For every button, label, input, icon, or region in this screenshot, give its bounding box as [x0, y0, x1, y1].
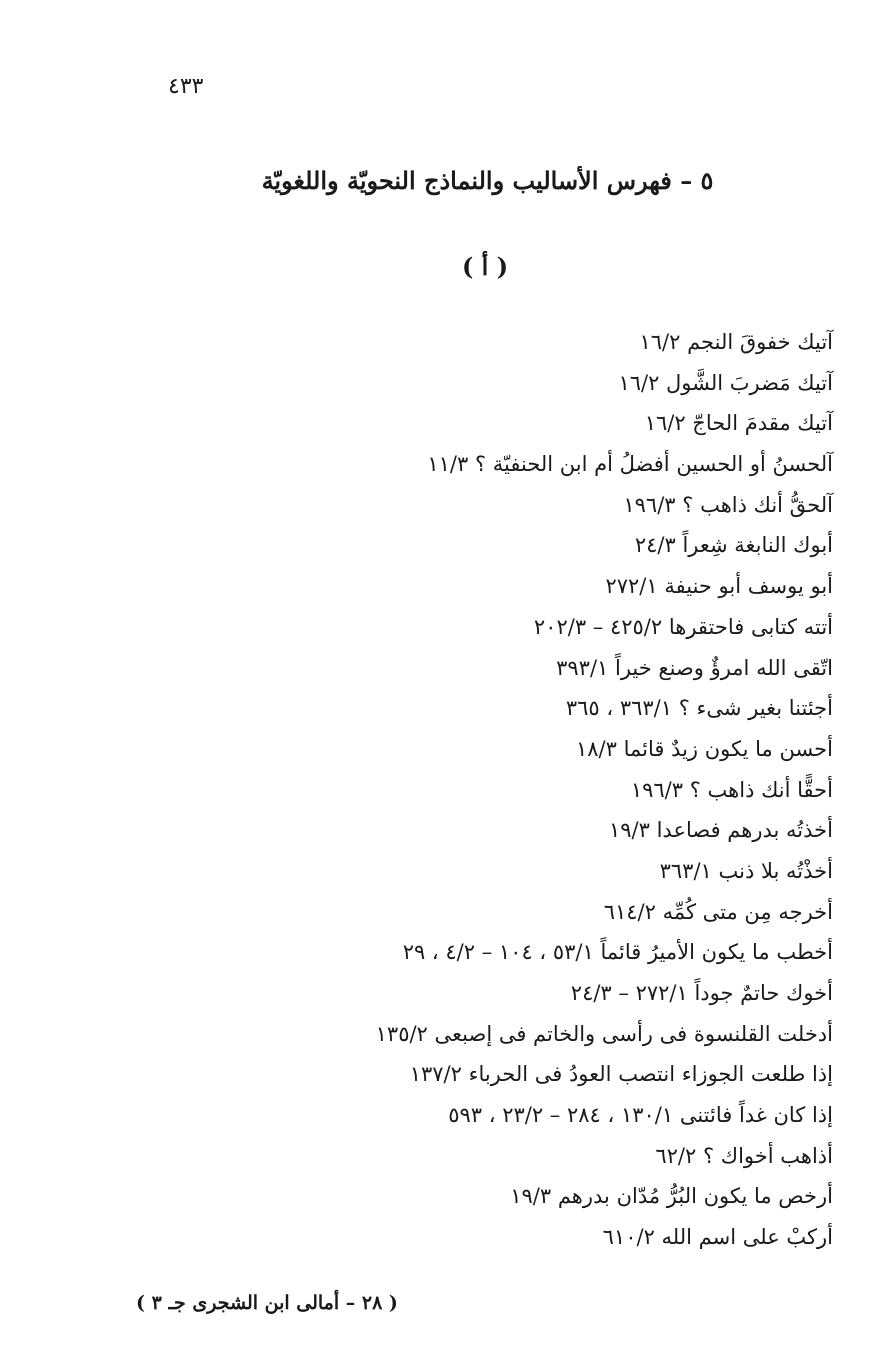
index-entry: اتّقى الله امرؤٌ وصنع خيراً ٣٩٣/١ [556, 655, 833, 680]
index-entries-list [313, 322, 833, 1258]
index-entry: أخوك حاتمٌ جوداً ٢٧٢/١ – ٢٤/٣ [570, 981, 833, 1005]
index-entry: أخطب ما يكون الأميرُ قائماً ٥٣/١ ، ١٠٤ – ٤/٢ ، ٢٩ [402, 940, 833, 965]
index-entry: إذا طلعت الجوزاء انتصب العودُ فى الحرباء ١٣٧/٢ [409, 1062, 833, 1087]
index-entry: أذاهب أخواك ؟ ٦٢/٢ [655, 1143, 833, 1168]
index-entry: أدخلت القلنسوة فى رأسى والخاتم فى إصبعى ١٣٥/٢ [375, 1021, 833, 1046]
index-entry: أخذتُه بدرهم فصاعدا ١٩/٣ [609, 818, 833, 843]
index-entry: آلحقُّ أنك ذاهب ؟ ١٩٦/٣ [623, 492, 833, 517]
index-entry: أخذْتُه بلا ذنب ٣٦٣/١ [659, 858, 833, 883]
index-entry: أحسن ما يكون زيدٌ قائما ١٨/٣ [575, 736, 833, 761]
index-entry: أبو يوسف أبو حنيفة ٢٧٢/١ [605, 574, 833, 599]
index-entry: إذا كان غداً فائتنى ١٣٠/١ ، ٢٨٤ – ٢٣/٢ ، ٥٩٣ [448, 1103, 833, 1128]
index-entry: أرخص ما يكون البُرُّ مُدّان بدرهم ١٩/٣ [510, 1184, 833, 1209]
page-number: ٤٣٣ [168, 74, 204, 99]
section-title: ٥ – فهرس الأساليب والنماذج النحويّة واللغويّة [261, 166, 714, 195]
index-entry: أبوك النابغة شِعراً ٢٤/٣ [634, 533, 833, 558]
index-entry: آتيك خفوقَ النجم ١٦/٢ [639, 330, 833, 354]
index-entry: آلحسنُ أو الحسين أفضلُ أم ابن الحنفيّة ؟ ١١/٣ [427, 452, 833, 477]
index-entry: أتته كتابى فاحتقرها ٤٢٥/٢ – ٢٠٢/٣ [533, 614, 833, 639]
index-entry: أجئتنا بغير شىء ؟ ٣٦٣/١ ، ٣٦٥ [565, 696, 833, 721]
footer-note: ( ٢٨ – أمالى ابن الشجرى جـ ٣ ) [136, 1292, 398, 1314]
index-entry: آتيك مقدمَ الحاجّ ١٦/٢ [644, 411, 833, 436]
index-entry: أخرجه مِن متى كُمِّه ٦١٤/٢ [603, 899, 833, 924]
index-entry: أركبْ على اسم الله ٦١٠/٢ [602, 1225, 833, 1250]
index-entry: أحقًّا أنك ذاهب ؟ ١٩٦/٣ [630, 777, 833, 802]
letter-heading: ( أ ) [461, 252, 509, 281]
index-entry: آتيك مَضربَ الشَّول ١٦/٢ [618, 370, 833, 395]
